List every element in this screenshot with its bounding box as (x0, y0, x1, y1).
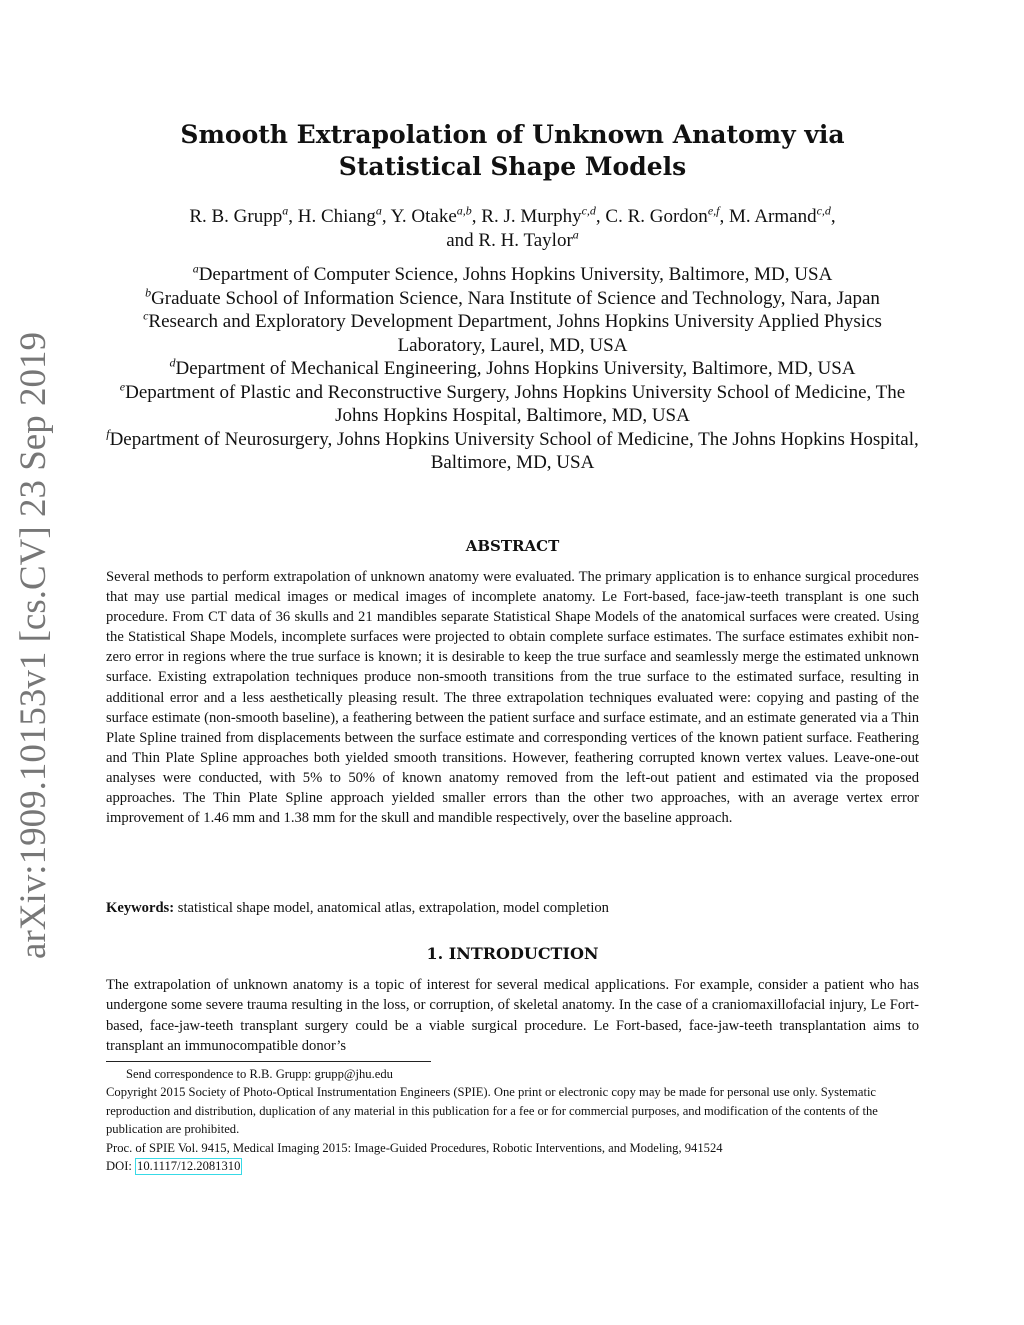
affiliation: $^d$Department of Mechanical Engineering, Johns Hopkins University, Baltimore, MD, USA (169, 355, 856, 379)
author: R. B. Grupp$^a$, (189, 203, 298, 227)
doi-line (106, 1157, 919, 1175)
keywords-label: Keywords: (106, 900, 175, 916)
affiliation-list (106, 263, 919, 475)
paper-title: Smooth Extrapolation of Unknown Anatomy via Statistical Shape Models (180, 120, 845, 181)
author: R. J. Murphy$^{c,d}$, (481, 203, 606, 227)
keywords-text: statistical shape model, anatomical atlas, extrapolation, model completion (177, 900, 609, 916)
arxiv-stamp (5, 331, 62, 959)
intro-paragraph: The extrapolation of unknown anatomy is a topic of interest for several medical applications. For example, consider a patient who has undergone some severe trauma resulting in the loss, or corruption, of skeletal anatomy. In the case of a craniomaxillofacial injury, Le Fort-based, face-jaw-teeth transplant surgery could be a viable surgical procedure. Le Fort-based, face-jaw-teeth transplantation aims to transplant an immunocompatible donor’s (106, 977, 919, 1054)
abstract-heading: ABSTRACT (465, 537, 560, 555)
arxiv-stamp-text: arXiv:1909.10153v1 [cs.CV] 23 Sep 2019 (13, 331, 55, 959)
doi-label: DOI: (106, 1159, 132, 1174)
affiliation: $^b$Graduate School of Information Science, Nara Institute of Science and Technology, Nara, Japan (145, 285, 880, 309)
author: M. Armand$^{c,d}$, (728, 203, 836, 227)
copyright-note: Copyright 2015 Society of Photo-Optical Instrumentation Engineers (SPIE). One print or electronic copy may be made for personal use only. Systematic reproduction and distribution, duplication of any material in this publication for a fee or for commercial purposes, and modification of the contents of the publication are prohibited. (106, 1085, 878, 1137)
author: C. R. Gordon$^{e,f}$, (605, 203, 729, 227)
author: Y. Otake$^{a,b}$, (390, 203, 482, 227)
footnote-rule (106, 1061, 431, 1062)
author: and R. H. Taylor$^a$ (446, 227, 579, 251)
affiliation: $^c$Research and Exploratory Development Department, Johns Hopkins University Applied Physics Laboratory, Laurel, MD, USA (143, 308, 882, 356)
affiliation: $^e$Department of Plastic and Reconstructive Surgery, Johns Hopkins University School of Medicine, The Johns Hopkins Hospital, Baltimore, MD, USA (119, 379, 906, 426)
proceedings-note: Proc. of SPIE Vol. 9415, Medical Imaging 2015: Image-Guided Procedures, Robotic Interventions, and Modeling, 941524 (106, 1140, 723, 1155)
affiliation: $^f$Department of Neurosurgery, Johns Hopkins University School of Medicine, The Johns Hopkins Hospital, Baltimore, MD, USA (106, 426, 919, 473)
section-heading: 1. INTRODUCTION (426, 944, 599, 963)
author: H. Chiang$^a$, (297, 203, 391, 227)
author-list (106, 205, 919, 253)
correspondence-note: Send correspondence to R.B. Grupp: grupp@jhu.edu (126, 1067, 393, 1081)
abstract-text: Several methods to perform extrapolation of unknown anatomy were evaluated. The primary application is to enhance surgical procedures that may use partial medical images or medical images of incomplete anatomy. Le Fort-based, face-jaw-teeth transplant is one such procedure. From CT data of 36 skulls and 21 mandibles separate Statistical Shape Models of the anatomical surfaces were created. Using the Statistical Shape Models, incomplete surfaces were projected to obtain complete surface estimates. The surface estimates exhibit non-zero error in regions where the true surface is known; it is desirable to keep the true surface and seamlessly merge the estimated unknown surface. Existing extrapolation techniques produce non-smooth transitions from the true surface to the estimated surface, resulting in additional error and a less aesthetically pleasing result. The three extrapolation techniques evaluated were: copying and pasting of the surface estimate (non-smooth baseline), a feathering between the patient surface and surface estimate, and an estimate generated via a Thin Plate Spline trained from displacements between the surface estimate and corresponding vertices of the known patient surface. Feathering and Thin Plate Spline approaches both yielded smooth transitions. However, feathering corrupted known vertex values. Leave-one-out analyses were conducted, with 5% to 50% of known anatomy removed from the left-out patient and estimated via the proposed approaches. The Thin Plate Spline approach yielded smaller errors than the other two approaches, with an average vertex error improvement of 1.46 mm and 1.38 mm for the skull and mandible respectively, over the baseline approach. (106, 569, 919, 827)
doi-link[interactable]: 10.1117/12.2081310 (137, 1159, 241, 1174)
affiliation: $^a$Department of Computer Science, Johns Hopkins University, Baltimore, MD, USA (192, 261, 833, 285)
keywords (106, 898, 919, 918)
footnotes (106, 1065, 919, 1175)
